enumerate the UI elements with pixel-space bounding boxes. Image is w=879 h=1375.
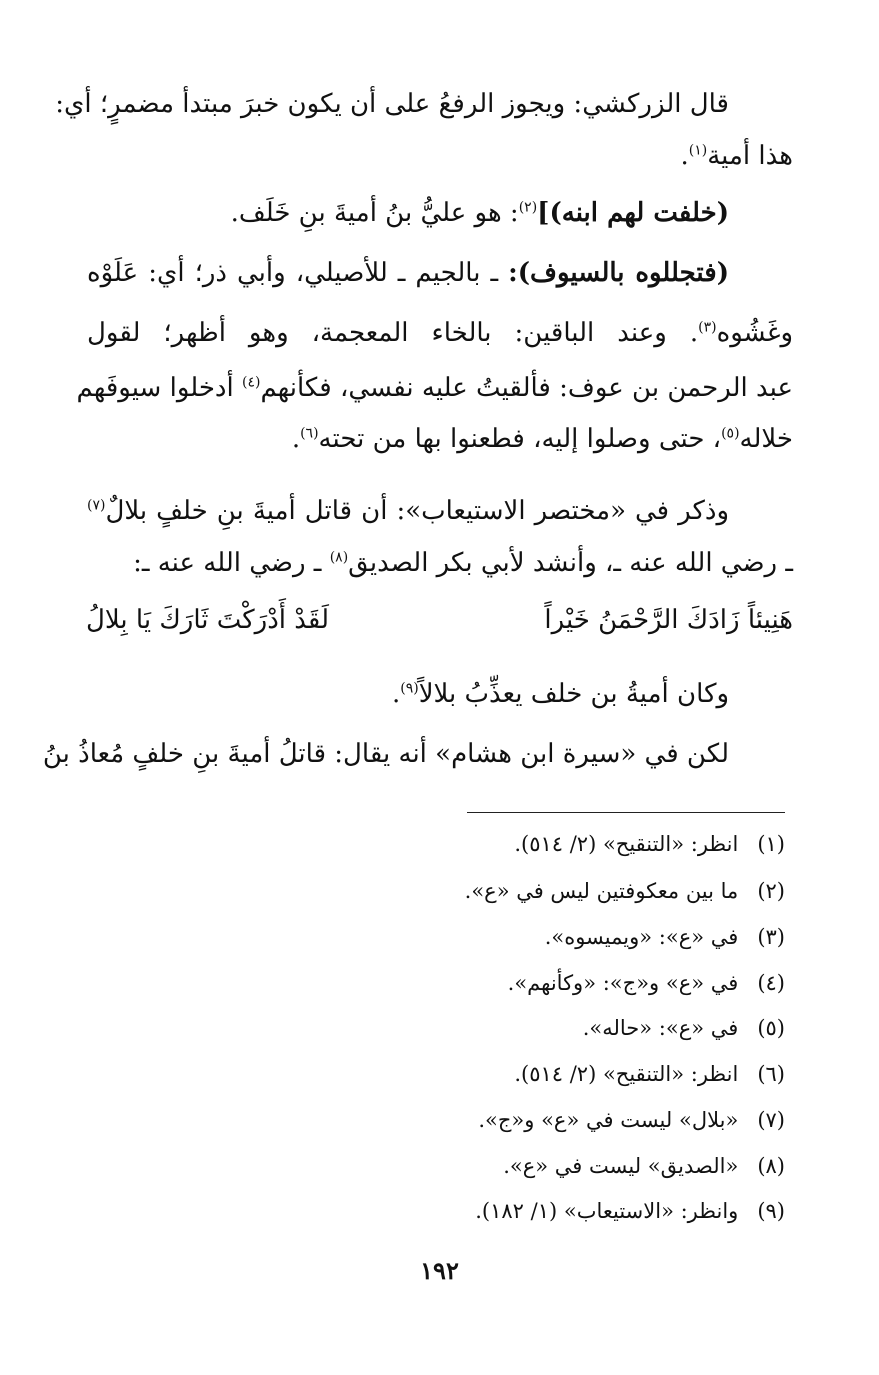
footnote-ref[interactable]: (٣) <box>698 319 717 336</box>
footnote-ref[interactable]: (٤) <box>242 374 261 391</box>
footnote-number[interactable]: (٩) <box>757 1199 785 1223</box>
footnote-item <box>85 1150 785 1182</box>
footnote-number[interactable]: (٨) <box>757 1154 785 1178</box>
body-text: قال الزركشي: ويجوز الرفعُ على أن يكون خبرَ مبتدأ مضمرٍ؛ أي: <box>55 89 729 119</box>
footnote-ref[interactable]: (١) <box>688 142 708 159</box>
footnote-ref[interactable]: (٩) <box>400 680 419 697</box>
footnote-ref[interactable]: (٧) <box>87 497 106 514</box>
body-line-2 <box>87 136 793 176</box>
page-number: ١٩٢ <box>420 1256 459 1285</box>
body-line-9 <box>87 543 793 583</box>
footnote-item <box>85 967 785 999</box>
body-line-11 <box>42 734 729 774</box>
footnote-text: في «ع»: «ويميسوه». <box>544 925 739 949</box>
footnote-item <box>85 1058 785 1090</box>
punctuation: . <box>391 679 401 709</box>
footnote-number[interactable]: (٥) <box>757 1016 785 1040</box>
footnote-item <box>85 1104 785 1136</box>
body-line-8 <box>87 491 729 531</box>
footnote-item <box>85 828 785 860</box>
body-line-6 <box>76 368 793 408</box>
footnote-text: في «ع» و«ج»: «وكأنهم». <box>507 971 739 995</box>
footnote-text: ما بين معكوفتين ليس في «ع». <box>464 879 739 903</box>
footnote-item <box>85 1195 785 1227</box>
body-text: هذا أمية <box>707 141 793 171</box>
footnote-item <box>85 921 785 953</box>
poem-hemistich-first: هَنِيئاً زَادَكَ الرَّحْمَنُ خَيْراً <box>544 605 793 635</box>
body-text: وغَشُوه <box>716 318 793 348</box>
footnote-text: في «ع»: «حاله». <box>582 1016 739 1040</box>
footnote-item <box>85 1012 785 1044</box>
footnote-text: «الصديق» ليست في «ع». <box>503 1154 739 1178</box>
body-line-10 <box>87 674 729 714</box>
footnote-item <box>85 875 785 907</box>
footnote-text: وانظر: «الاستيعاب» (١/ ١٨٢). <box>475 1199 739 1223</box>
punctuation: . <box>680 141 689 171</box>
body-line-5 <box>87 313 793 353</box>
body-line-3 <box>87 193 729 233</box>
body-text: عبد الرحمن بن عوف: فألقيتُ عليه نفسي، فكأنهم <box>260 373 793 403</box>
footnote-ref[interactable]: (٦) <box>300 425 319 442</box>
punctuation: . <box>291 424 301 454</box>
footnote-ref[interactable]: (٢) <box>518 199 538 216</box>
footnote-number[interactable]: (٦) <box>757 1062 785 1086</box>
footnote-ref[interactable]: (٨) <box>329 549 349 566</box>
body-text: : هو عليُّ بنُ أميةَ بنِ خَلَف. <box>230 198 519 228</box>
body-line-1 <box>55 84 729 124</box>
bold-lemma: (فتجللوه بالسيوف): <box>508 258 729 288</box>
body-text: لكن في «سيرة ابن هشام» أنه يقال: قاتلُ أميةَ بنِ خلفٍ مُعاذُ بنُ <box>42 739 729 769</box>
footnote-number[interactable]: (٣) <box>757 925 785 949</box>
footnote-number[interactable]: (١) <box>757 832 785 856</box>
body-text: وذكر في «مختصر الاستيعاب»: أن قاتل أميةَ بنِ خلفٍ بلالٌ <box>105 496 729 526</box>
poem-hemistich-second: لَقَدْ أَدْرَكْتَ ثَارَكَ يَا بِلالُ <box>86 605 329 635</box>
body-text: ، حتى وصلوا إليه، فطعنوا بها من تحته <box>318 424 722 454</box>
body-line-7 <box>87 419 793 459</box>
body-text: ـ رضي الله عنه ـ: <box>133 548 322 578</box>
footnote-number[interactable]: (٢) <box>757 879 785 903</box>
body-text: . وعند الباقين: بالخاء المعجمة، وهو أظهر؛ لقول <box>87 318 699 348</box>
body-text: أدخلوا سيوفَهم <box>76 373 234 403</box>
footnote-text: انظر: «التنقيح» (٢/ ٥١٤). <box>514 832 739 856</box>
body-line-4 <box>87 253 729 293</box>
footnote-text: انظر: «التنقيح» (٢/ ٥١٤). <box>514 1062 739 1086</box>
body-text: ـ رضي الله عنه ـ، وأنشد لأبي بكر الصديق <box>348 548 793 578</box>
footnote-text: «بلال» ليست في «ع» و«ج». <box>478 1108 739 1132</box>
body-text: ـ بالجيم ـ للأصيلي، وأبي ذر؛ أي: عَلَوْه <box>87 258 499 288</box>
footnote-separator <box>467 812 785 813</box>
footnote-number[interactable]: (٧) <box>757 1108 785 1132</box>
footnote-number[interactable]: (٤) <box>757 971 785 995</box>
footnote-ref[interactable]: (٥) <box>721 425 740 442</box>
body-text: خلاله <box>739 424 793 454</box>
bold-lemma: (خلفت لهم ابنه)] <box>537 198 729 228</box>
body-text: وكان أميةُ بن خلف يعذِّبُ بلالاً <box>418 679 729 709</box>
